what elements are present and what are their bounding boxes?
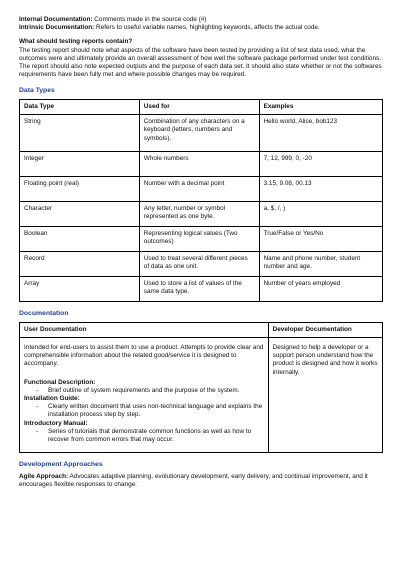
installation-guide-label: Installation Guide: [24,395,80,402]
cell-examples: 3.15, 9.08, 00.13 [259,177,382,202]
cell-examples: Number of years employed [259,277,382,302]
cell-used-for: Combination of any characters on a keyboard (letters, numbers and symbols). [139,115,259,152]
internal-doc-text: Comments made in the source code (#) [92,16,207,23]
cell-used-for: Whole numbers [139,152,259,177]
cell-data-type: String [20,115,140,152]
table-row [20,152,383,177]
agile-approach-label: Agile Approach: [19,472,69,480]
documentation-heading: Documentation [19,310,69,318]
testing-answer: The testing report should note what aspects of the software have been tested by providing a list of test data used, what the outcomes were and ultimately provide an overall assessment of how well the software package performed under test conditions. The report should also note expected outputs and the purpose of each data set. It should also state whether or not the softwares requirements have been fully met and where possible changes may be required. [19,46,382,79]
intrinsic-doc-label: Intrinsic Documentation: [19,24,95,32]
documentation-header-row [20,322,383,337]
user-doc-cell [20,338,269,453]
cell-data-type: Boolean [20,227,140,252]
cell-examples: Hello world, Alice, bob123 [259,115,382,152]
testing-question: What should testing reports contain? [19,38,133,46]
document-page [19,16,383,489]
data-types-table [19,99,383,302]
list-item: - Brief outline of system requirements and the purpose of the system. [36,387,264,395]
cell-used-for: Any letter, number or symbol represented as one byte. [139,202,259,227]
cell-examples: True/False or Yes/No [259,227,382,252]
agile-approach-line [19,473,383,489]
agile-approach-text: Advocates adaptive planning, evolutionary development, early delivery, and continual improvement, and it encourages flexible responses to change. [19,472,368,488]
cell-data-type: Record [20,252,140,277]
col-header-used-for: Used for [139,100,259,115]
list-item: - Clearly written document that uses non-technical language and explains the installation process step by step. [36,403,264,419]
cell-examples: a, $, /, ) [259,202,382,227]
table-row [20,177,383,202]
cell-used-for: Used to treat several different pieces of data as one unit. [139,252,259,277]
dev-doc-text: Designed to help a developer or a support person understand how the product is designed and how it works internally. [272,344,378,376]
table-row [20,277,383,302]
table-row [20,115,383,152]
cell-examples: 7, 12, 999, 0, -20 [259,152,382,177]
development-approaches-heading: Development Approaches [19,461,103,469]
col-header-data-type: Data Type [20,100,140,115]
intrinsic-doc-line [19,24,383,32]
cell-used-for: Number with a decimal point [139,177,259,202]
internal-doc-line [19,16,383,24]
user-doc-header: User Documentation [20,322,269,337]
documentation-row [20,338,383,453]
cell-data-type: Floating point (real) [20,177,140,202]
cell-used-for: Used to store a list of values of the same data type. [139,277,259,302]
cell-data-type: Integer [20,152,140,177]
user-doc-intro: Intended for end-users to assist them to use a product. Attempts to provide clear and comprehensible information about the related good/service it is designed to accompany. [24,344,264,368]
dev-doc-cell [268,338,382,453]
cell-used-for: Representing logical values (Two outcomes) [139,227,259,252]
cell-data-type: Character [20,202,140,227]
cell-data-type: Array [20,277,140,302]
installation-guide-list [24,403,264,419]
introductory-manual-label: Introductory Manual: [24,419,88,427]
functional-description-label: Functional Description: [24,378,96,386]
col-header-examples: Examples [259,100,382,115]
data-types-header-row [20,100,383,115]
intrinsic-doc-text: Refers to useful variable names, highlighting keywords, affects the actual code. [94,24,320,32]
documentation-table [19,322,383,453]
internal-doc-label: Internal Documentation: [19,16,93,23]
functional-description-list [24,387,264,395]
dev-doc-header: Developer Documentation [268,322,382,337]
cell-examples: Name and phone number, student number and age. [259,252,382,277]
table-row [20,227,383,252]
table-row [20,202,383,227]
introductory-manual-list [24,428,264,444]
data-types-heading: Data Types [19,87,55,95]
table-row [20,252,383,277]
list-item: - Series of tutorials that demonstrate common functions as well as how to recover from common errors that may occur. [36,428,264,444]
